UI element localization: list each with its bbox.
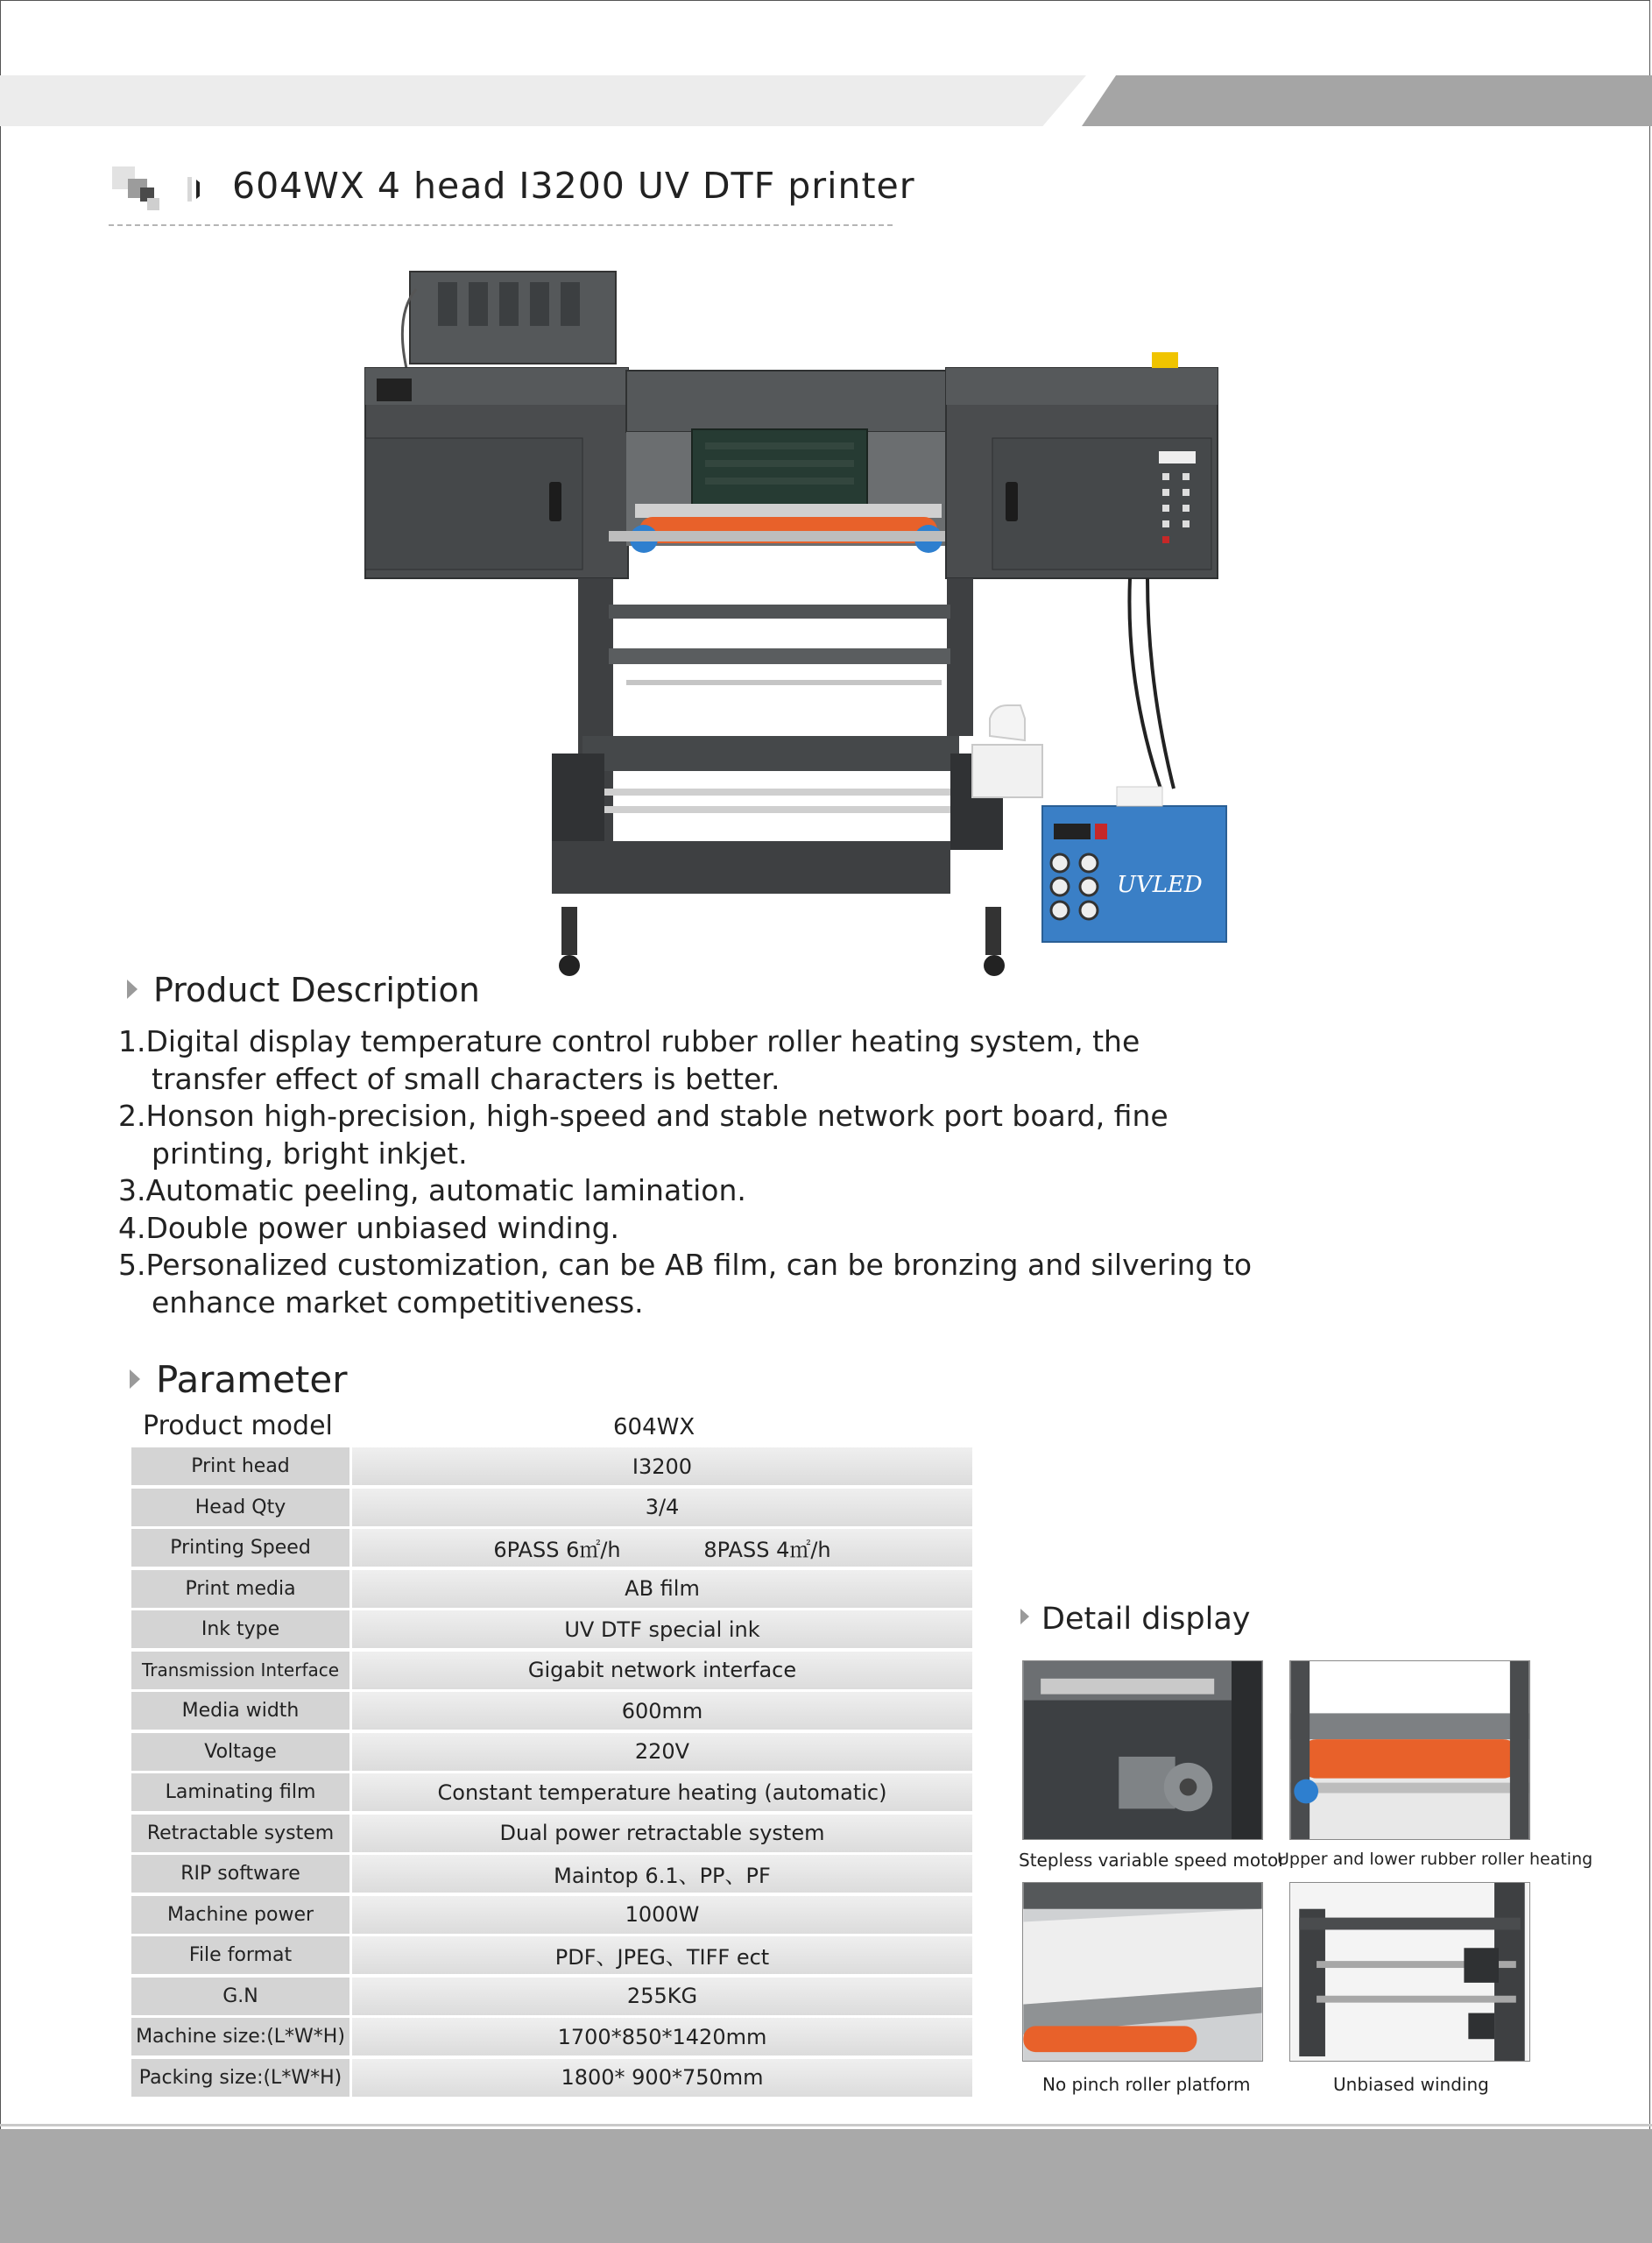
table-row (131, 1978, 972, 2015)
table-row (131, 2018, 972, 2055)
product-model-label: Product model (143, 1411, 333, 1441)
caption-motor: Stepless variable speed motor (1019, 1850, 1286, 1871)
param-label: Print media (131, 1570, 349, 1608)
param-value (352, 1529, 972, 1567)
detail-image-platform (1022, 1882, 1263, 2062)
param-value: 255KG (352, 1978, 972, 2015)
table-row (131, 1936, 972, 1974)
detail-heading: Detail display (1020, 1602, 1251, 1637)
description-list (118, 1023, 1257, 1321)
parameter-heading: Parameter (130, 1358, 348, 1401)
table-row (131, 1733, 972, 1771)
param-value: Maintop 6.1、PP、PF (352, 1855, 972, 1893)
param-label: Laminating film (131, 1773, 349, 1811)
table-row (131, 2059, 972, 2097)
table-row (131, 1855, 972, 1893)
param-label: Transmission Interface (131, 1652, 349, 1689)
top-banner-light (0, 75, 1086, 126)
param-value: 1800* 900*750mm (352, 2059, 972, 2097)
arrow-right-icon (130, 1369, 140, 1389)
top-banner-dark (1082, 75, 1652, 126)
table-row (131, 1570, 972, 1608)
arrow-right-icon (127, 980, 138, 999)
table-row (131, 1815, 972, 1852)
arrow-right-icon (1020, 1609, 1029, 1624)
description-item-1: 1.Digital display temperature control rubber roller heating system, the transfer effect of small characters is better. (118, 1024, 1140, 1096)
param-label: Ink type (131, 1610, 349, 1648)
footer-band (0, 2129, 1652, 2243)
table-row (131, 1896, 972, 1934)
param-label: Machine size:(L*W*H) (131, 2018, 349, 2055)
param-label: RIP software (131, 1855, 349, 1893)
printer-product-image (355, 263, 1239, 990)
product-model-value: 604WX (613, 1414, 695, 1440)
uvled-label: UVLED (1117, 872, 1203, 898)
param-label: Voltage (131, 1733, 349, 1771)
caption-winding: Unbiased winding (1333, 2074, 1489, 2095)
param-label: Machine power (131, 1896, 349, 1934)
description-item-4: 4.Double power unbiased winding. (118, 1210, 620, 1245)
param-value: 1000W (352, 1896, 972, 1934)
table-row (131, 1447, 972, 1485)
param-value: AB film (352, 1570, 972, 1608)
detail-image-rubber-roller (1289, 1660, 1530, 1840)
description-item-3: 3.Automatic peeling, automatic lamination. (118, 1173, 746, 1207)
param-label: Printing Speed (131, 1529, 349, 1567)
param-label: Packing size:(L*W*H) (131, 2059, 349, 2097)
param-label: Media width (131, 1692, 349, 1730)
table-row (131, 1692, 972, 1730)
param-value: 3/4 (352, 1489, 972, 1526)
param-value: I3200 (352, 1447, 972, 1485)
speed-8pass: 8PASS 4㎡/h (703, 1538, 831, 1562)
title-divider (109, 224, 893, 226)
title-decoration-icon (112, 165, 200, 216)
detail-image-motor (1022, 1660, 1263, 1840)
parameter-table (131, 1447, 972, 2099)
table-row (131, 1773, 972, 1811)
page-title: 604WX 4 head I3200 UV DTF printer (232, 165, 915, 207)
description-heading: Product Description (127, 971, 480, 1009)
table-row (131, 1529, 972, 1567)
description-item-2: 2.Honson high-precision, high-speed and stable network port board, fine printing, bright inkjet. (118, 1099, 1168, 1171)
param-label: File format (131, 1936, 349, 1974)
detail-image-winding (1289, 1882, 1530, 2062)
table-row (131, 1489, 972, 1526)
table-row (131, 1652, 972, 1689)
param-value: Constant temperature heating (automatic) (352, 1773, 972, 1811)
param-label: Head Qty (131, 1489, 349, 1526)
param-value: Gigabit network interface (352, 1652, 972, 1689)
param-value: 1700*850*1420mm (352, 2018, 972, 2055)
footer-divider (0, 2124, 1652, 2126)
caption-platform: No pinch roller platform (1042, 2074, 1251, 2095)
param-label: Print head (131, 1447, 349, 1485)
param-value: 220V (352, 1733, 972, 1771)
speed-6pass: 6PASS 6㎡/h (493, 1538, 621, 1562)
param-value: PDF、JPEG、TIFF ect (352, 1936, 972, 1974)
param-label: Retractable system (131, 1815, 349, 1852)
param-value: Dual power retractable system (352, 1815, 972, 1852)
param-value: UV DTF special ink (352, 1610, 972, 1648)
table-row (131, 1610, 972, 1648)
caption-rubber-roller: Upper and lower rubber roller heating (1277, 1850, 1593, 1869)
description-item-5: 5.Personalized customization, can be AB film, can be bronzing and silvering to enhance market competitiveness. (118, 1248, 1253, 1320)
param-label: G.N (131, 1978, 349, 2015)
param-value: 600mm (352, 1692, 972, 1730)
